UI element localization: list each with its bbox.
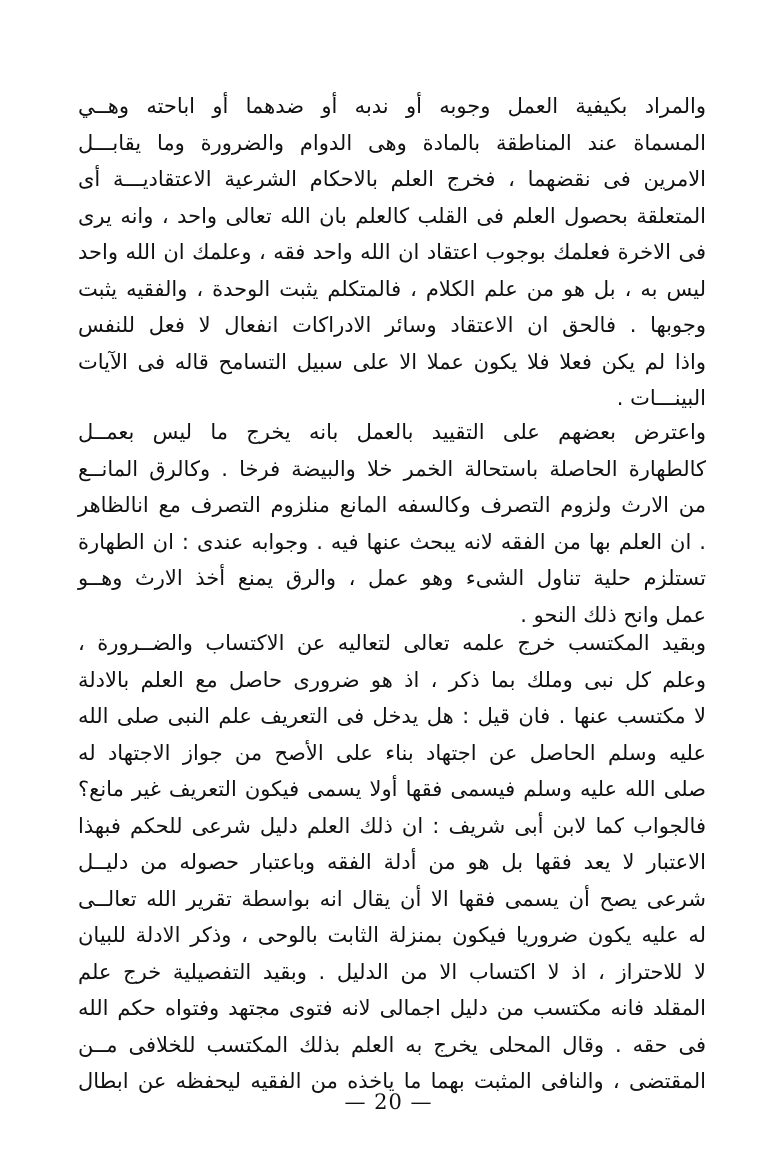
paragraph-3 xyxy=(78,625,706,1100)
text-line: والمراد بكيفية العمل وجوبه أو ندبه أو ضدهما أو اباحته وهــي xyxy=(78,94,706,118)
text-line: فى الاخرة فعلمك بوجوب اعتقاد ان الله واحد فقه ، وعلمك ان الله واحد xyxy=(78,240,706,264)
text-line: الامرين فى نقضهما ، فخرج العلم بالاحكام الشرعية الاعتقاديـــة أى xyxy=(78,167,706,191)
text-line: المسماة عند المناطقة بالمادة وهى الدوام والضرورة وما يقابـــل xyxy=(78,130,706,155)
text-line: . ان العلم بها من الفقه لانه يبحث عنها فيه . وجوابه عندى : ان الطهارة xyxy=(78,529,706,554)
text-line: من الارث ولزوم التصرف وكالسفه المانع منلزوم التصرف مع انالظاهر xyxy=(78,493,706,517)
text-line: له عليه يكون ضروريا فيكون بمنزلة الثابت بالوحى ، وذكر الادلة للبيان xyxy=(78,923,706,947)
text-line: ليس به ، بل هو من علم الكلام ، فالمتكلم يثبت الوحدة ، والفقيه يثبت xyxy=(78,276,706,301)
text-line: تستلزم حلية تناول الشىء وهو عمل ، والرق يمنع أخذ الارث وهــو xyxy=(78,566,706,590)
text-line: فالجواب كما لابن أبى شريف : ان ذلك العلم دليل شرعى للحكم فبهذا xyxy=(78,813,706,838)
text-line: وبقيد المكتسب خرج علمه تعالى لتعاليه عن الاكتساب والضــرورة ، xyxy=(78,631,706,655)
text-line: عمل وانح ذلك النحو . xyxy=(520,602,706,627)
page-number: — 20 — xyxy=(344,1090,433,1114)
text-line: شرعى يصح أن يسمى فقها الا أن يقال انه بواسطة تقرير الله تعالــى xyxy=(78,886,706,911)
text-line: فى حقه . وقال المحلى يخرج به العلم بذلك المكتسب للخلافى مــن xyxy=(78,1032,706,1057)
text-line: الاعتبار لا يعد فقها بل هو من أدلة الفقه وباعتبار حصوله من دليــل xyxy=(78,850,706,874)
text-line: البينـــات . xyxy=(616,386,706,410)
paragraph-1 xyxy=(78,88,706,417)
paragraph-2 xyxy=(78,414,706,633)
text-line: لا مكتسب عنها . فان قيل : هل يدخل فى التعريف علم النبى صلى الله xyxy=(78,704,706,728)
text-line: المتعلقة بحصول العلم فى القلب كالعلم بان الله تعالى واحد ، وانه يرى xyxy=(78,203,706,228)
text-line: وعلم كل نبى وملك بما ذكر ، اذ هو ضرورى حاصل مع العلم بالادلة xyxy=(78,667,706,692)
text-line: واذا لم يكن فعلا فلا يكون عملا الا على سبيل التسامح قاله فى الآيات xyxy=(78,349,706,374)
text-line: المقتضى ، والنافى المثبت بهما ما ياخذه من الفقيه ليحفظه عن ابطال xyxy=(78,1069,706,1093)
text-line: كالطهارة الحاصلة باستحالة الخمر خلا والبيضة فرخا . وكالرق المانــع xyxy=(78,456,706,481)
text-line: صلى الله عليه وسلم فيسمى فقها أولا يسمى فيكون التعريف غير مانع؟ xyxy=(78,777,706,801)
text-line: واعترض بعضهم على التقييد بالعمل بانه يخرج ما ليس بعمــل xyxy=(78,420,706,444)
text-line: لا للاحتراز ، اذ لا اكتساب الا من الدليل . وبقيد التفصيلية خرج علم xyxy=(78,959,706,984)
text-line: وجوبها . فالحق ان الاعتقاد وسائر الادراكات انفعال لا فعل للنفس xyxy=(78,313,706,337)
text-line: المقلد فانه مكتسب من دليل اجمالى لانه فتوى مجتهد وفتواه حكم الله xyxy=(78,996,706,1020)
text-line: عليه وسلم الحاصل عن اجتهاد بناء على الأصح من جواز الاجتهاد له xyxy=(78,740,706,765)
